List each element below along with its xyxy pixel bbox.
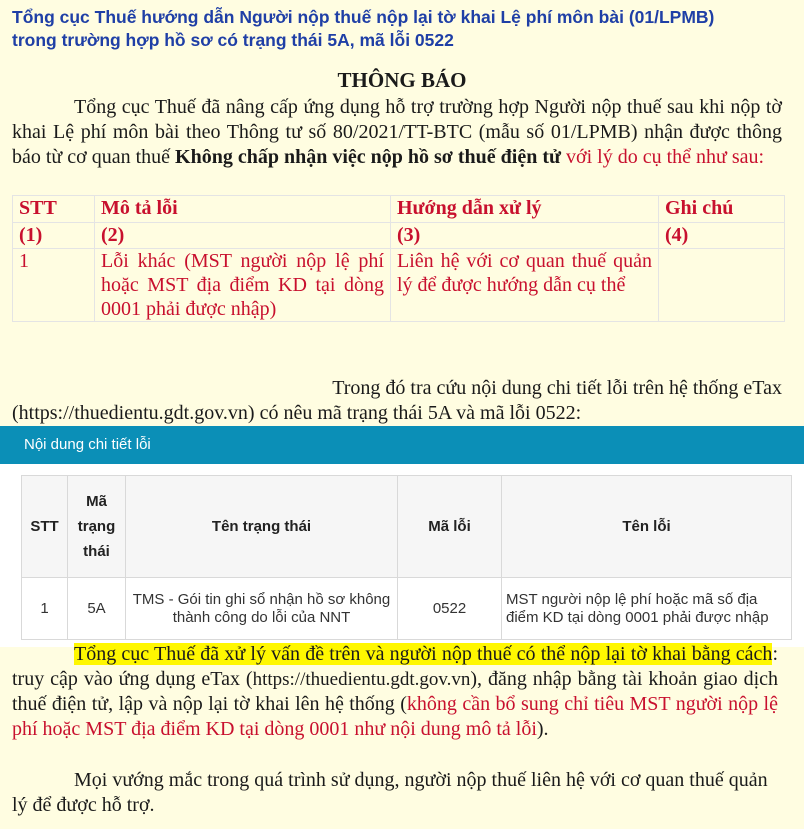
detail-section-bar: Nội dung chi tiết lỗi [0, 426, 804, 464]
headline-line-2: trong trường hợp hồ sơ có trạng thái 5A, mã lỗi 0522 [12, 30, 454, 50]
intro-red-text: với lý do cụ thể như sau: [561, 146, 765, 168]
closing-paragraph: Mọi vướng mắc trong quá trình sử dụng, người nộp thuế liên hệ với cơ quan thuế quản lý để được hỗ trợ. [12, 769, 768, 816]
error-header-note: Ghi chú [659, 196, 785, 223]
error-number-3: (3) [391, 223, 659, 249]
error-table-header-row [13, 196, 785, 223]
error-number-4: (4) [659, 223, 785, 249]
error-table-row [13, 249, 785, 322]
intro-bold-text: Không chấp nhận việc nộp hồ sơ thuế điện tử [175, 146, 562, 168]
resolution-red-note: không cần bổ sung chỉ tiêu MST người nộp lệ phí hoặc MST địa điểm KD tại dòng 0001 như nội dung mô tả lỗi [12, 693, 778, 740]
resolution-paragraph [12, 642, 778, 742]
headline-line-1: Tổng cục Thuế hướng dẫn Người nộp thuế nộp lại tờ khai Lệ phí môn bài (01/LPMB) [12, 7, 715, 27]
detail-header-error-name: Tên lỗi [502, 476, 792, 578]
detail-row-stt: 1 [22, 578, 68, 640]
error-row-guide: Liên hệ với cơ quan thuế quản lý để được hướng dẫn cụ thể [391, 249, 659, 322]
detail-header-status-name: Tên trạng thái [126, 476, 398, 578]
error-header-desc: Mô tả lỗi [95, 196, 391, 223]
error-number-2: (2) [95, 223, 391, 249]
detail-row-status-name: TMS - Gói tin ghi sổ nhận hồ sơ không thành công do lỗi của NNT [126, 578, 398, 640]
detail-row-status-code: 5A [68, 578, 126, 640]
notice-title: THÔNG BÁO [337, 68, 467, 92]
detail-table-row [22, 578, 792, 640]
error-header-stt: STT [13, 196, 95, 223]
detail-row-error-code: 0522 [398, 578, 502, 640]
resolution-highlight: Tổng cục Thuế đã xử lý vấn đề trên và người nộp thuế có thể nộp lại tờ khai bằng cách [74, 643, 773, 665]
error-number-1: (1) [13, 223, 95, 249]
error-header-guide: Hướng dẫn xử lý [391, 196, 659, 223]
detail-header-stt: STT [22, 476, 68, 578]
etax-link[interactable]: https://thuedientu.gdt.gov.vn [252, 669, 471, 690]
resolution-middle: ), đăng nhập bằng tài khoản giao dịch thuế điện tử, lập và nộp lại tờ khai lên hệ thống ( [12, 668, 778, 715]
error-row-note [659, 249, 785, 322]
error-row-stt: 1 [13, 249, 95, 322]
lookup-line-1: Trong đó tra cứu nội dung chi tiết lỗi trên hệ thống eTax [332, 377, 782, 399]
error-row-desc: Lỗi khác (MST người nộp lệ phí hoặc MST địa điểm KD tại dòng 0001 phải được nhập) [95, 249, 391, 322]
resolution-after-highlight: : truy cập vào ứng dụng eTax ( [12, 643, 778, 690]
error-table-number-row [13, 223, 785, 249]
article-headline [12, 6, 792, 52]
detail-table [21, 475, 792, 640]
lookup-line-2: (https://thuedientu.gdt.gov.vn) có nêu mã trạng thái 5A và mã lỗi 0522: [12, 402, 582, 424]
resolution-end: ). [536, 718, 549, 740]
detail-header-status-code: Mã trạng thái [68, 476, 126, 578]
detail-header-error-code: Mã lỗi [398, 476, 502, 578]
intro-text: Tổng cục Thuế đã nâng cấp ứng dụng hỗ trợ trường hợp Người nộp thuế sau khi nộp tờ khai Lệ phí môn bài theo Thông tư số 80/2021/TT-BTC (mẫu số 01/LPMB) nhận được thông báo từ cơ quan thuế [12, 96, 782, 168]
lookup-paragraph [12, 376, 782, 426]
detail-row-error-name: MST người nộp lệ phí hoặc mã số địa điểm KD tại dòng 0001 phải được nhập [502, 578, 792, 640]
error-table [12, 195, 785, 322]
detail-header-row [22, 476, 792, 578]
notice-intro [12, 95, 782, 170]
detail-panel [0, 464, 804, 647]
